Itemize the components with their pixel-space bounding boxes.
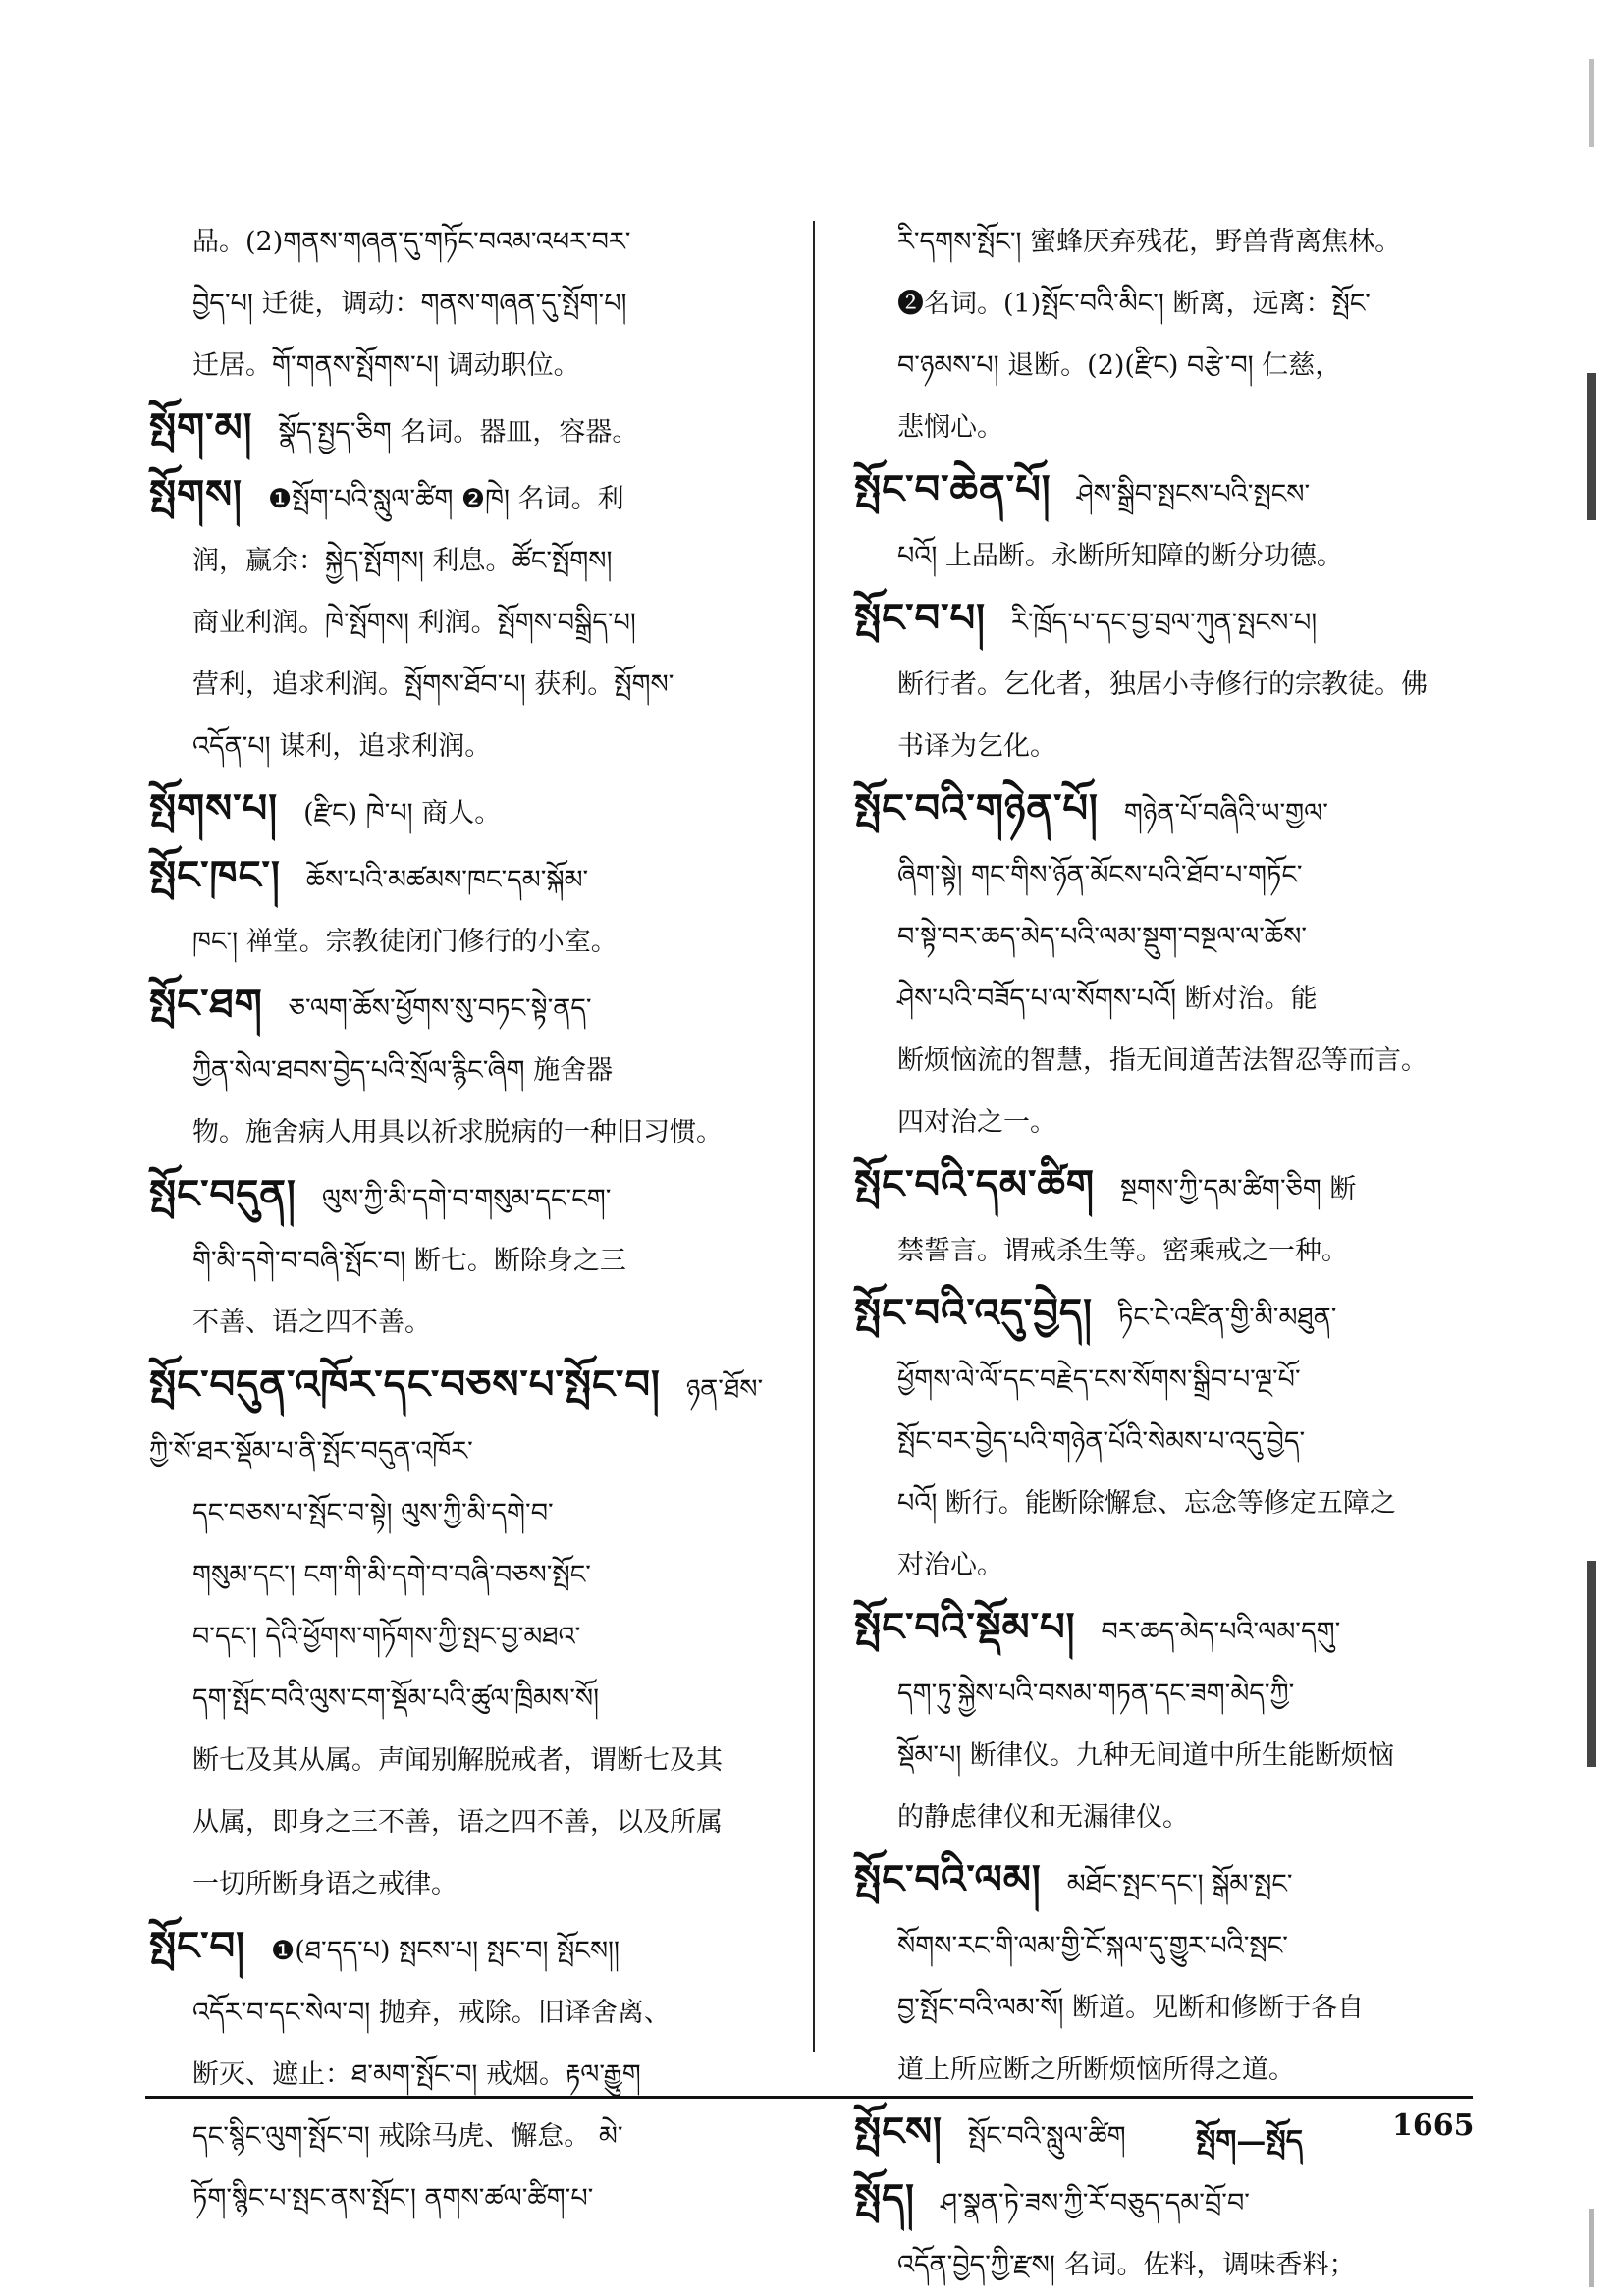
entry-text-line: ཏོག་སྙིང་པ་སྤང་ནས་སྤོང་། ནགས་ཚལ་ཚིག་པ་ bbox=[192, 2183, 594, 2214]
entry-text-line: ཏིང་ངེ་འཛིན་གྱི་མི་མཐུན་ bbox=[1117, 1303, 1337, 1333]
entry-text-line: བ་སྟེ་བར་ཆད་མེད་པའི་ལམ་སྡུག་བསྔལ་ལ་ཆོས་ bbox=[897, 922, 1308, 952]
entry-text-line: 对治心。 bbox=[897, 1550, 1003, 1580]
dictionary-entry bbox=[149, 844, 780, 973]
entry-headword: སྤོང་ཁང་། bbox=[149, 852, 281, 898]
dictionary-entry bbox=[854, 1153, 1481, 1282]
entry-text-line: མཐོང་སྤང་དང་། སྒོམ་སྤང་ bbox=[1066, 1869, 1293, 1899]
entry-text-line: རི་ཁྲོད་པ་དང་བྱ་བྲལ་ཀུན་སྤངས་པ། bbox=[1011, 608, 1318, 638]
entry-text-line: ཆོས་པའི་མཚམས་ཁང་དམ་སྐོམ་ bbox=[305, 865, 589, 895]
dictionary-entry bbox=[149, 211, 780, 397]
entry-text-line: 断灭、遮止：ཐ་མག་སྤོང་བ། 戒烟。རྟལ་རྒྱུག bbox=[192, 2059, 641, 2090]
entry-headword: སྤོང་བའི་སྡོམ་པ། bbox=[854, 1604, 1076, 1650]
entry-text-line: 不善、语之四不善。 bbox=[192, 1308, 431, 1338]
dictionary-entry bbox=[854, 1848, 1481, 2101]
entry-text-line: སྤོང་བའི་སླུལ་ཚིག bbox=[967, 2121, 1126, 2152]
scan-artifact bbox=[1587, 1561, 1596, 1767]
entry-text-line: 道上所应断之所断烦恼所得之道。 bbox=[897, 2055, 1295, 2085]
footer-headword-range: སྤོག—སྤོད bbox=[1196, 2124, 1303, 2159]
footer-rule bbox=[145, 2096, 1473, 2099]
entry-text-line: དག་ཏུ་སྐྱེས་པའི་བསམ་གཏན་དང་ཟག་མེད་ཀྱི་ bbox=[897, 1679, 1295, 1709]
entry-headword: སྤོང་ཐག bbox=[149, 981, 263, 1027]
entry-text-line: བྱེད་པ། 迁徙，调动：གནས་གཞན་དུ་སྤོག་པ། bbox=[192, 289, 627, 319]
entry-text-line: ཤེས་པའི་བཟོད་པ་ལ་སོགས་པའོ། 断对治。能 bbox=[897, 984, 1318, 1014]
dictionary-entry bbox=[854, 211, 1481, 458]
entry-text-line: 禁誓言。谓戒杀生等。密乘戒之一种。 bbox=[897, 1236, 1348, 1266]
entry-headword: སྤོད། bbox=[854, 2175, 916, 2221]
entry-text-line: ❷名词。(1)སྤོང་བའི་མིང་། 断离，远离：སྤོང་ bbox=[897, 289, 1371, 319]
dictionary-entry bbox=[149, 1915, 780, 2229]
left-column bbox=[149, 211, 780, 2229]
entry-text-line: བ་དང་། དེའི་ཕྱོགས་གཏོགས་ཀྱི་སྤང་བྱ་མཐའ་ bbox=[192, 1622, 581, 1652]
dictionary-entry bbox=[854, 458, 1481, 587]
entry-text-line: འདོན་བྱེད་ཀྱི་རྫས། 名词。佐料，调味香料； bbox=[897, 2250, 1356, 2280]
entry-headword: སྤོང་བའི་འདུ་བྱེད། bbox=[854, 1290, 1093, 1336]
entry-text-line: ཀྱིན་སེལ་ཐབས་བྱེད་པའི་སྲོལ་རྙིང་ཞིག 施舍器 bbox=[192, 1055, 614, 1086]
entry-text-line: བ་ཉམས་པ། 退断。(2)(རྫིང) བརྩེ་བ། 仁慈， bbox=[897, 350, 1342, 381]
entry-text-line: 物。施舍病人用具以祈求脱病的一种旧习惯。 bbox=[192, 1117, 723, 1148]
dictionary-entry bbox=[149, 463, 780, 777]
entry-text-line: སྔགས་ཀྱི་དམ་ཚིག་ཅིག 断 bbox=[1120, 1174, 1357, 1204]
entry-text-line: འདོན་པ། 谋利，追求利润。 bbox=[192, 731, 492, 762]
entry-text-line: པའོ། 上品断。永断所知障的断分功德。 bbox=[897, 541, 1343, 571]
entry-text-line: སྤོང་བར་བྱེད་པའི་གཉེན་པོའི་སེམས་པ་འདུ་བྱེད་ bbox=[897, 1426, 1306, 1457]
entry-text-line: པའོ། 断行。能断除懈怠、忘念等修定五障之 bbox=[897, 1488, 1396, 1519]
entry-text-line: ཞིག་སྟེ། གང་གིས་ཉོན་མོངས་པའི་ཐོབ་པ་གཏོང་ bbox=[897, 860, 1303, 890]
entry-text-line: འདོར་བ་དང་སེལ་བ། 抛弃，戒除。旧译舍离、 bbox=[192, 1998, 671, 2028]
entry-text-line: 断行者。乞化者，独居小寺修行的宗教徒。佛 bbox=[897, 669, 1428, 700]
entry-text-line: 商业利润。ཁེ་སྤོགས། 利润。སྤོགས་བསྒྲིད་པ། bbox=[192, 608, 636, 638]
entry-text-line: བར་ཆད་མེད་པའི་ལམ་དགུ་ bbox=[1101, 1617, 1341, 1647]
scan-artifact bbox=[1589, 59, 1594, 147]
dictionary-entry bbox=[854, 2101, 1481, 2167]
entry-text-line: 迁居。གོ་གནས་སྤོགས་པ། 调动职位。 bbox=[192, 350, 580, 381]
entry-text-line: ❶(ཐ་དད་པ) སྤངས་པ། སྤང་བ། སྤོངས།། bbox=[271, 1936, 620, 1966]
entry-headword: སྤོངས། bbox=[854, 2109, 943, 2155]
entry-headword: སྤོག་མ། bbox=[149, 404, 253, 451]
entry-headword: སྤོང་བའི་དམ་ཚིག bbox=[854, 1161, 1095, 1207]
dictionary-entry bbox=[149, 397, 780, 463]
entry-text-line: དང་སྙིང་ལུག་སྤོང་བ། 戒除马虎、懈怠。 མེ་ bbox=[192, 2121, 623, 2152]
entry-text-line: ཤ་སྣན་ཏེ་ཟས་ཀྱི་རོ་བཅུད་དམ་བྲོ་བ་ bbox=[941, 2188, 1250, 2218]
entry-text-line: 营利，追求利润。སྤོགས་ཐོབ་པ། 获利。སྤོགས་ bbox=[192, 669, 674, 700]
dictionary-entry bbox=[149, 973, 780, 1163]
entry-text-line: སྡོམ་པ། 断律仪。九种无间道中所生能断烦恼 bbox=[897, 1740, 1394, 1771]
entry-text-line: 从属，即身之三不善，语之四不善，以及所属 bbox=[192, 1807, 723, 1838]
dictionary-entry bbox=[854, 587, 1481, 777]
entry-text-line: སྣོད་སྤྱད་ཅིག 名词。器皿，容器。 bbox=[278, 417, 639, 448]
dictionary-entry bbox=[854, 1596, 1481, 1848]
entry-text-line: 润，赢余：སྐྱེད་སྤོགས། 利息。ཚོང་སྤོགས། bbox=[192, 546, 613, 576]
entry-text-line: 悲悯心。 bbox=[897, 412, 1003, 443]
entry-headword: སྤོང་བ་པ། bbox=[854, 595, 987, 641]
right-column bbox=[854, 211, 1481, 2296]
entry-text-line: གཉེན་པོ་བཞིའི་ཡ་གྱལ་ bbox=[1123, 798, 1328, 828]
scan-artifact bbox=[1589, 2209, 1594, 2287]
entry-text-line: ཅ་ལག་ཆོས་ཕྱོགས་སུ་བཏང་སྟེ་ནད་ bbox=[288, 993, 592, 1024]
entry-text-line: ❶སྤོག་པའི་སླུལ་ཚིག ❷ཁེ། 名词。利 bbox=[268, 484, 624, 514]
entry-text-line: སོགས་རང་གི་ལམ་གྱི་ངོ་སྐལ་དུ་གྱུར་པའི་སྤང་ bbox=[897, 1931, 1288, 1961]
column-divider bbox=[813, 221, 815, 2052]
entry-headword: སྤོང་བའི་ལམ། bbox=[854, 1856, 1042, 1902]
entry-headword: སྤོང་བའི་གཉེན་པོ། bbox=[854, 785, 1099, 831]
entry-text-line: དག་སྤོང་བའི་ལུས་ངག་སྡོམ་པའི་ཚུལ་ཁྲིམས་སོ། bbox=[192, 1683, 600, 1714]
dictionary-entry bbox=[149, 1163, 780, 1354]
entry-text-line: 四对治之一。 bbox=[897, 1107, 1056, 1138]
dictionary-entry bbox=[854, 1282, 1481, 1596]
entry-text-line: ལུས་ཀྱི་མི་དགེ་བ་གསུམ་དང་ངག་ bbox=[321, 1184, 612, 1214]
entry-text-line: ཕྱོགས་ལེ་ལོ་དང་བརྗེད་ངས་སོགས་སྒྲིབ་པ་ལྔ་པོ་ bbox=[897, 1364, 1301, 1395]
entry-text-line: 书译为乞化。 bbox=[897, 731, 1056, 762]
entry-headword: སྤོགས་པ། bbox=[149, 785, 279, 831]
page-number: 1665 bbox=[1392, 2109, 1475, 2143]
entry-text-line: 断烦恼流的智慧，指无间道苦法智忍等而言。 bbox=[897, 1045, 1428, 1076]
scan-artifact bbox=[1587, 373, 1596, 520]
entry-text-line: བྱ་སྤོང་བའི་ལམ་སོ། 断道。见断和修断于各自 bbox=[897, 1993, 1365, 2023]
entry-text-line: ཁང་། 禅堂。宗教徒闭门修行的小室。 bbox=[192, 927, 618, 957]
entry-headword: སྤོགས། bbox=[149, 471, 243, 517]
entry-headword: སྤོང་བདུན་འཁོར་དང་བཅས་པ་སྤོང་བ། bbox=[149, 1362, 661, 1408]
entry-headword: སྤོང་བ་ཆེན་པོ། bbox=[854, 466, 1051, 512]
entry-text-line: 品。(2)གནས་གཞན་དུ་གཏོང་བའམ་འཕར་བར་ bbox=[192, 227, 631, 257]
entry-text-line: 断七及其从属。声闻别解脱戒者，谓断七及其 bbox=[192, 1745, 723, 1776]
dictionary-entry bbox=[149, 777, 780, 844]
entry-text-line: (རྫིང) ཁེ་པ། 商人。 bbox=[303, 798, 502, 828]
entry-text-line: རི་དགས་སྤོང་། 蜜蜂厌弃残花，野兽背离焦林。 bbox=[897, 227, 1402, 257]
dictionary-entry bbox=[149, 1354, 780, 1915]
entry-text-line: 的静虑律仪和无漏律仪。 bbox=[897, 1802, 1189, 1833]
dictionary-entry bbox=[854, 777, 1481, 1153]
entry-text-line: 一切所断身语之戒律。 bbox=[192, 1869, 458, 1899]
entry-text-line: དང་བཅས་པ་སྤོང་བ་སྟེ། ལུས་ཀྱི་མི་དགེ་བ་ bbox=[192, 1498, 554, 1528]
entry-text-line: ཤེས་སྒྲིབ་སྤངས་པའི་སྤངས་ bbox=[1076, 479, 1311, 509]
entry-text-line: གི་མི་དགེ་བ་བཞི་སྤོང་བ། 断七。断除身之三 bbox=[192, 1246, 626, 1276]
entry-headword: སྤོང་བདུན། bbox=[149, 1171, 296, 1217]
entry-text-line: ཉན་ཐོས་ཀྱི་སོ་ཐར་སྡོམ་པ་ནི་སྤོང་བདུན་འཁོར་ bbox=[149, 1374, 764, 1467]
entry-headword: སྤོང་བ། bbox=[149, 1923, 245, 1969]
entry-text-line: གསུམ་དང་། ངག་གི་མི་དགེ་བ་བཞི་བཅས་སྤོང་ bbox=[192, 1560, 591, 1590]
dictionary-entry bbox=[854, 2167, 1481, 2296]
